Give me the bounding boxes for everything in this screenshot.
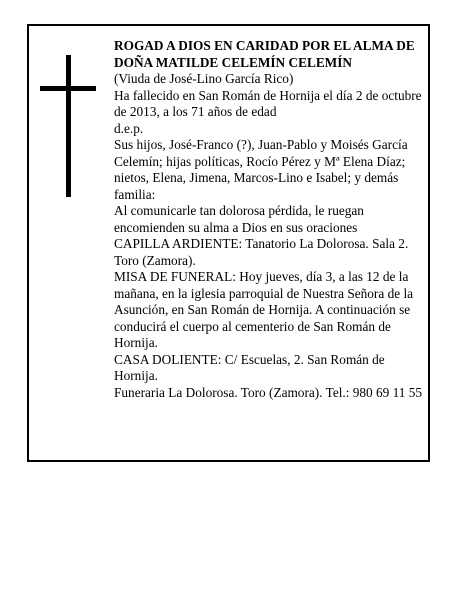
funeral-home-info: Funeraria La Dolorosa. Toro (Zamora). Tel.: 980 69 11 55 (114, 384, 423, 400)
notice-heading-pray: ROGAD A DIOS EN CARIDAD POR EL ALMA DE (114, 38, 415, 53)
cross-vertical-bar (66, 55, 71, 197)
dep-line: d.e.p. (114, 120, 144, 136)
prayer-request: Al comunicarle tan dolorosa pérdida, le ruegan encomienden su alma a Dios en sus oraciones (114, 203, 364, 235)
deceased-name: DOÑA MATILDE CELEMÍN CELEMÍN (114, 54, 353, 70)
death-info: Ha fallecido en San Román de Hornija el día 2 de octubre de 2013, a los 71 años de edad (114, 87, 422, 119)
mourning-house-info: CASA DOLIENTE: C/ Escuelas, 2. San Román de Hornija. (114, 351, 385, 383)
family-list: Sus hijos, José-Franco (?), Juan-Pablo y Moisés García Celemín; hijas políticas, Rocío Pérez y Mª Elena Díaz; nietos, Elena, Jimena, Marcos-Lino e Isabel; y demás familia: (114, 137, 408, 202)
widow-of-line: (Viuda de José-Lino García Rico) (114, 71, 294, 86)
chapel-info: CAPILLA ARDIENTE: Tanatorio La Dolorosa. Sala 2. Toro (Zamora). (114, 236, 409, 268)
cross-horizontal-bar (40, 86, 96, 91)
obituary-text (114, 38, 424, 401)
funeral-mass-info: MISA DE FUNERAL: Hoy jueves, día 3, a las 12 de la mañana, en la iglesia parroquial de Nuestra Señora de la Asunción, en San Román de Hornija. A continuación se conducirá el cuerpo al cementerio de San Román de Hornija. (114, 269, 414, 350)
latin-cross-icon (40, 55, 96, 197)
